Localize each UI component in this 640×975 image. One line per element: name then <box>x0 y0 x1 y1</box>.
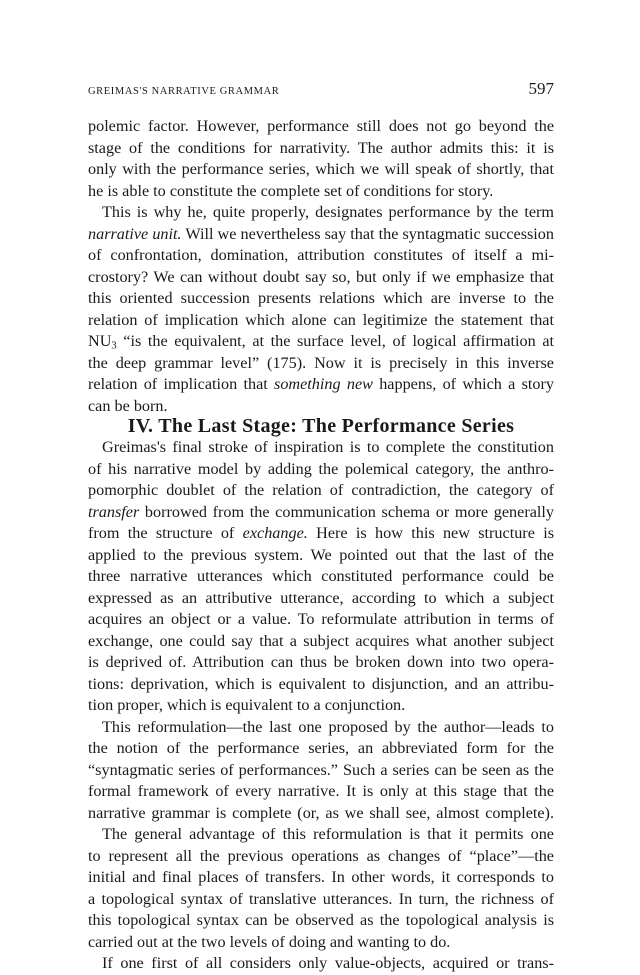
text-line: This is why he, quite properly, designates performance by the term <box>102 203 554 221</box>
text-line: this oriented succession presents relations which are inverse to the <box>88 289 554 307</box>
italic-phrase: something new <box>274 375 373 393</box>
text-line: “syntagmatic series of performances.” Such a series can be seen as the <box>88 760 554 779</box>
text-line: applied to the previous system. We pointed out that the last of the <box>88 545 554 564</box>
text-line: initial and final places of transfers. In other words, it corresponds to <box>88 868 554 886</box>
text-block-continuation <box>88 116 554 417</box>
text-line <box>88 374 554 396</box>
text-line: of his narrative model by adding the polemical category, the anthro- <box>88 459 554 478</box>
text-line: only with the performance series, which we will speak of shortly, that <box>88 160 554 178</box>
text-line <box>88 523 554 545</box>
text-line: Greimas's final stroke of inspiration is to complete the constitution <box>102 438 554 456</box>
text-line: the notion of the performance series, an abbreviated form for the <box>88 739 554 757</box>
text-line: stage of the conditions for narrativity. The author admits this: it is <box>88 138 554 157</box>
text-line: relation of implication which alone can legitimize the statement that <box>88 310 554 329</box>
text-run: Here is how this new structure is <box>307 524 554 542</box>
text-line: If one first of all considers only value-objects, acquired or trans- <box>102 954 554 972</box>
text-run: relation of implication that <box>88 375 275 393</box>
text-line: The general advantage of this reformulation is that it permits one <box>102 825 554 843</box>
text-block-section-four <box>88 437 554 975</box>
text-line: tion proper, which is equivalent to a conjunction. <box>88 696 406 714</box>
text-line: expressed as an attributive utterance, according to which a subject <box>88 588 554 607</box>
text-line: of confrontation, domination, attribution constitutes of itself a mi- <box>88 246 554 264</box>
text-line: a topological syntax of translative utterances. In turn, the richness of <box>88 889 554 908</box>
text-line: formal framework of every narrative. It is only at this stage that the <box>88 782 554 800</box>
section-heading: IV. The Last Stage: The Performance Series <box>127 414 515 437</box>
running-title: GREIMAS'S NARRATIVE GRAMMAR <box>88 86 280 97</box>
text-line: carried out at the two levels of doing and wanting to do. <box>88 932 451 951</box>
text-line: three narrative utterances which constituted performance could be <box>88 567 554 585</box>
text-line: can be born. <box>88 396 168 415</box>
text-run: Will we nevertheless say that the syntagmatic succession <box>181 224 554 243</box>
text-run: happens, of which a story <box>372 375 554 393</box>
text-line: to represent all the previous operations as changes of “place”—the <box>88 846 554 865</box>
text-line: tions: deprivation, which is equivalent to disjunction, and an attribu- <box>88 674 554 693</box>
text-run: from the structure of <box>88 524 243 542</box>
text-line: polemic factor. However, performance still does not go beyond the <box>88 117 554 135</box>
italic-phrase: transfer <box>88 502 140 521</box>
text-line: crostory? We can without doubt say so, but only if we emphasize that <box>88 267 554 286</box>
text-line: the deep grammar level” (175). Now it is precisely in this inverse <box>88 353 554 372</box>
text-line: he is able to constitute the complete set of conditions for story. <box>88 181 494 200</box>
text-line: is deprived of. Attribution can thus be broken down into two opera- <box>88 653 554 671</box>
italic-phrase: exchange. <box>242 524 308 542</box>
running-head <box>88 79 554 103</box>
text-run: “is the equivalent, at the surface level, of logical affirmation at <box>116 332 554 350</box>
text-line: exchange, one could say that a subject acquires what another subject <box>88 631 554 650</box>
text-line: narrative grammar is complete (or, as we shall see, almost complete). <box>88 803 554 822</box>
text-line: this topological syntax can be observed as the topological analysis is <box>88 911 554 929</box>
text-line <box>88 224 554 246</box>
text-line <box>88 502 554 524</box>
text-line: acquires an object or a value. To reformulate attribution in terms of <box>88 610 554 628</box>
text-line <box>88 331 554 353</box>
text-run: NU <box>88 332 112 350</box>
subscript: 3 <box>111 340 117 352</box>
text-line: pomorphic doublet of the relation of contradiction, the category of <box>88 481 554 499</box>
text-line: This reformulation—the last one proposed by the author—leads to <box>102 717 554 736</box>
text-run: borrowed from the communication schema or more generally <box>139 502 554 521</box>
italic-phrase: narrative unit. <box>88 224 182 243</box>
page-number: 597 <box>528 79 554 98</box>
